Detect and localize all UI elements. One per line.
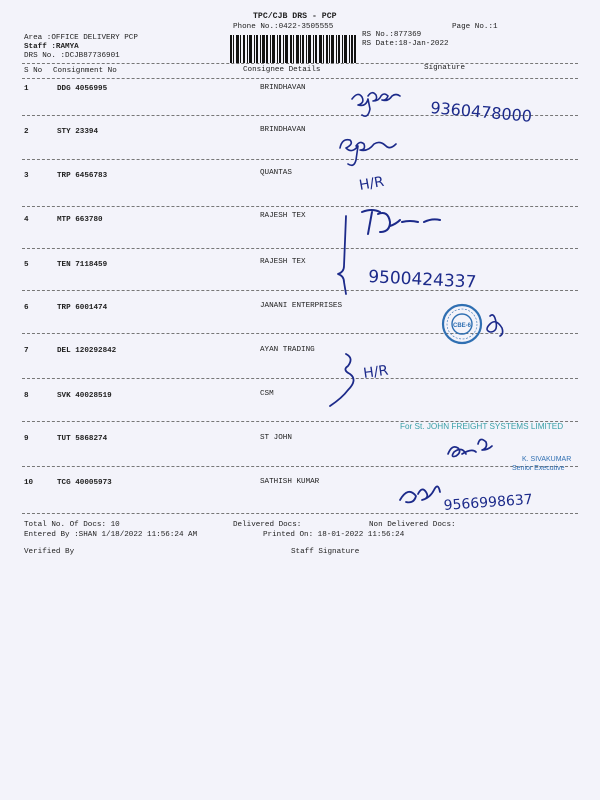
row-consignee: ST JOHN <box>260 434 292 442</box>
row-consignee: BRINDHAVAN <box>260 84 306 92</box>
col-header-sno: S No <box>24 67 43 75</box>
stamp-signatory-name: K. SIVAKUMAR <box>522 456 572 463</box>
stamp-company-line: For St. JOHN FREIGHT SYSTEMS LIMITED <box>400 422 564 431</box>
row-consignee: SATHISH KUMAR <box>260 478 320 486</box>
handwritten-signature-row1 <box>352 93 400 116</box>
row-sno: 5 <box>24 261 29 269</box>
handwritten-signature-row10 <box>400 486 440 502</box>
row-sno: 2 <box>24 128 29 136</box>
non-delivered-docs: Non Delivered Docs: <box>369 521 456 529</box>
row-consignment: TCG 40005973 <box>57 479 112 487</box>
row-consignment: SVK 40028519 <box>57 392 112 400</box>
row-sno: 10 <box>24 479 34 487</box>
handwritten-signature-row2 <box>340 140 396 166</box>
area-label: Area :OFFICE DELIVERY PCP <box>24 34 138 42</box>
entered-by: Entered By :SHAN 1/18/2022 11:56:24 AM <box>24 531 198 539</box>
handwritten-phone-row10: 9566998637 <box>443 491 534 514</box>
row-sno: 4 <box>24 216 29 224</box>
staff-label: Staff :RAMYA <box>24 43 79 51</box>
janani-enterprises-seal <box>443 305 503 343</box>
rs-date: RS Date:18-Jan-2022 <box>362 40 449 48</box>
row-consignee: JANANI ENTERPRISES <box>260 302 343 310</box>
row-consignment: TRP 6001474 <box>57 304 108 312</box>
row-consignment: DDG 4056995 <box>57 85 108 93</box>
page-number: Page No.:1 <box>452 23 498 31</box>
row-consignee: RAJESH TEX <box>260 258 306 266</box>
rs-number: RS No.:877369 <box>362 31 422 39</box>
col-header-consignee: Consignee Details <box>243 66 321 74</box>
drs-number: DRS No. :DCJB87736901 <box>24 52 120 60</box>
handwritten-phone-row5: 9500424337 <box>367 267 477 293</box>
handwritten-bracket-row7 <box>330 354 354 406</box>
staff-signature: Staff Signature <box>291 548 360 556</box>
row-sno: 8 <box>24 392 29 400</box>
verified-by: Verified By <box>24 548 75 556</box>
stamp-signatory-title: Senior Executive <box>512 465 565 472</box>
printed-on: Printed On: 18-01-2022 11:56:24 <box>263 531 405 539</box>
row-sno: 6 <box>24 304 29 312</box>
row-consignee: BRINDHAVAN <box>260 126 306 134</box>
row-sno: 1 <box>24 85 29 93</box>
delivered-docs: Delivered Docs: <box>233 521 302 529</box>
row-consignee: CSM <box>260 390 274 398</box>
row-consignment: TEN 7118459 <box>57 261 108 269</box>
handwritten-phone-row1: 9360478000 <box>429 98 533 126</box>
row-consignment: TRP 6456783 <box>57 172 108 180</box>
handwritten-note-row3: H/R <box>357 173 386 194</box>
row-consignee: AYAN TRADING <box>260 346 315 354</box>
total-docs: Total No. Of Docs: 10 <box>24 521 120 529</box>
row-consignee: RAJESH TEX <box>260 212 306 220</box>
drs-title: TPC/CJB DRS - PCP <box>253 12 337 21</box>
handwritten-note-row7: H/R <box>362 362 390 382</box>
col-header-consignment: Consignment No <box>53 67 117 75</box>
row-consignment: DEL 120292842 <box>57 347 117 355</box>
row-sno: 3 <box>24 172 29 180</box>
company-stamp <box>400 422 571 472</box>
row-consignment: TUT 5868274 <box>57 435 108 443</box>
row-consignment: MTP 663780 <box>57 216 103 224</box>
phone-number: Phone No.:0422-3505555 <box>233 23 334 31</box>
row-consignee: QUANTAS <box>260 169 292 177</box>
row-consignment: STY 23394 <box>57 128 99 136</box>
row-sno: 7 <box>24 347 29 355</box>
seal-center-text: CBE-6 <box>452 323 472 329</box>
col-header-signature: Signature <box>424 64 466 72</box>
row-sno: 9 <box>24 435 29 443</box>
